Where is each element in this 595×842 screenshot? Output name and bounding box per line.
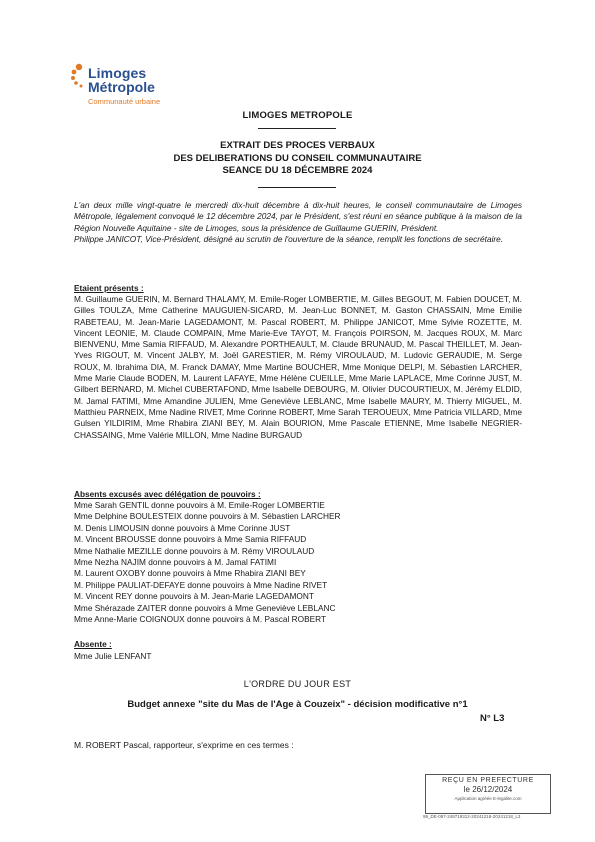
presents-heading: Etaient présents : (74, 283, 144, 293)
title-line: DES DELIBERATIONS DU CONSEIL COMMUNAUTAIRE (173, 152, 422, 164)
list-item: M. Denis LIMOUSIN donne pouvoirs à Mme Corinne JUST (74, 522, 291, 533)
excused-heading: Absents excusés avec délégation de pouvoirs : (74, 489, 261, 499)
stamp-caption: Application agréée E-legalite.com (454, 796, 522, 801)
document-title (60, 140, 535, 178)
list-item: M. Philippe PAULIAT-DEFAYE donne pouvoirs à Mme Nadine RIVET (74, 579, 328, 590)
secretary-paragraph: Philippe JANICOT, Vice-Président, désigné au scrutin de l'ouverture de la séance, remplit les fonctions de secrétaire. (74, 233, 504, 244)
rapporteur-line: M. ROBERT Pascal, rapporteur, s'exprime en ces termes : (74, 740, 294, 750)
list-item: M. Laurent OXOBY donne pouvoirs à Mme Rhabira ZIANI BEY (74, 568, 306, 579)
stamp-date: le 26/12/2024 (463, 785, 513, 794)
organization-name: LIMOGES METROPOLE (242, 110, 353, 121)
divider (258, 128, 336, 129)
list-item: M. Vincent BROUSSE donne pouvoirs à Mme Samia RIFFAUD (74, 534, 307, 545)
intro-paragraph: L'an deux mille vingt-quatre le mercredi dix-huit décembre à dix-huit heures, le conseil communautaire de Limoges Métropole, légalement convoqué le 12 décembre 2024, par le Président, s'est réuni en séance publique à la maison de la Région Nouvelle Aquitaine - site de Limoges, sous la présidence de Guillaume GUERIN, Président. (74, 200, 522, 233)
presents-list: M. Guillaume GUERIN, M. Bernard THALAMY, M. Emile-Roger LOMBERTIE, M. Gilles BEGOUT, M. Fabien DOUCET, M. Gilles TOULZA, Mme Catherine MAUGUIEN-SICARD, M. Jean-Luc BONNET, M. Gaston CHASSAIN, Mme Emilie RABETEAU, M. Jean-Marie LAGEDAMONT, M. Pascal ROBERT, M. Philippe JANICOT, Mme Sylvie ROZETTE, M. Vincent LEONIE, M. Claude COMPAIN, Mme Marie-Eve TAYOT, M. François POIRSON, M. Jacques ROUX, M. Marc BIENVENU, Mme Samia RIFFAUD, M. Alexandre PORTHEAULT, M. Claude BRUNAUD, M. Pascal THEILLET, M. Jean-Yves RIGOUT, M. Vincent JALBY, M. Joël GARESTIER, M. Rémy VIROULAUD, M. Ludovic GERAUDIE, M. Serge ROUX, M. Ibrahima DIA, M. Franck DAMAY, Mme Martine BOUCHER, Mme Monique DELPI, M. Sébastien LARCHER, Mme Marie Claude BODEN, M. Laurent LAFAYE, Mme Hélène CUEILLE, Mme Marie LAPLACE, Mme Corinne JUST, M. Gilbert BERNARD, M. Michel CUBERTAFOND, Mme Isabelle DEBOURG, M. Olivier DUCOURTIEUX, M. Jérémy ELDID, M. Jamal FATIMI, Mme Amandine JULIEN, Mme Geneviève LEBLANC, Mme Isabelle MAURY, M. Thierry MIGUEL, M. Matthieu PARNEIX, Mme Nadine RIVET, Mme Corinne ROBERT, Mme Sarah TEROUEUX, Mme Patricia VILLARD, Mme Gulsen YILDIRIM, Mme Rhabira ZIANI BEY, M. Alain BOURION, Mme Pascale ETIENNE, Mme Isabelle NEGRIER-CHASSAING, Mme Valérie MILLON, Mme Nadine BURGAUD (74, 294, 522, 440)
list-item: Mme Delphine BOULESTEIX donne pouvoirs à M. Sébastien LARCHER (74, 511, 341, 522)
stamp-reference: 99_DE-087-248719312-20241218-20241218_L3 (423, 814, 521, 819)
stamp-title: REÇU EN PREFECTURE (442, 777, 534, 784)
limoges-metropole-logo (70, 55, 210, 107)
agenda-title: L'ORDRE DU JOUR EST (243, 679, 352, 689)
session-intro (74, 200, 522, 245)
excused-list (74, 500, 522, 625)
logo-line-3: Communauté urbaine (88, 97, 161, 106)
list-item: M. Vincent REY donne pouvoirs à M. Jean-Marie LAGEDAMONT (74, 591, 314, 602)
list-item: Mme Sarah GENTIL donne pouvoirs à M. Emile-Roger LOMBERTIE (74, 500, 325, 510)
list-item: Mme Anne-Marie COIGNOUX donne pouvoirs à M. Pascal ROBERT (74, 613, 327, 624)
divider (258, 187, 336, 188)
absent-heading: Absente : (74, 639, 112, 649)
list-item: Mme Nathalie MEZILLE donne pouvoirs à M. Rémy VIROULAUD (74, 545, 315, 556)
logo-line-2: Métropole (88, 79, 155, 95)
deliberation-number: N° L3 (480, 713, 505, 724)
agenda-subject: Budget annexe "site du Mas de l'Age à Couzeix" - décision modificative n°1 (127, 699, 468, 710)
absent-list: Mme Julie LENFANT (74, 651, 152, 661)
prefecture-stamp (425, 774, 551, 814)
list-item: Mme Shérazade ZAITER donne pouvoirs à Mme Geneviève LEBLANC (74, 602, 336, 613)
logo-line-1: Limoges (88, 65, 147, 81)
list-item: Mme Nezha NAJIM donne pouvoirs à M. Jamal FATIMI (74, 556, 277, 567)
title-line: EXTRAIT DES PROCES VERBAUX (220, 140, 375, 151)
title-line: SEANCE DU 18 DÉCEMBRE 2024 (222, 165, 373, 176)
